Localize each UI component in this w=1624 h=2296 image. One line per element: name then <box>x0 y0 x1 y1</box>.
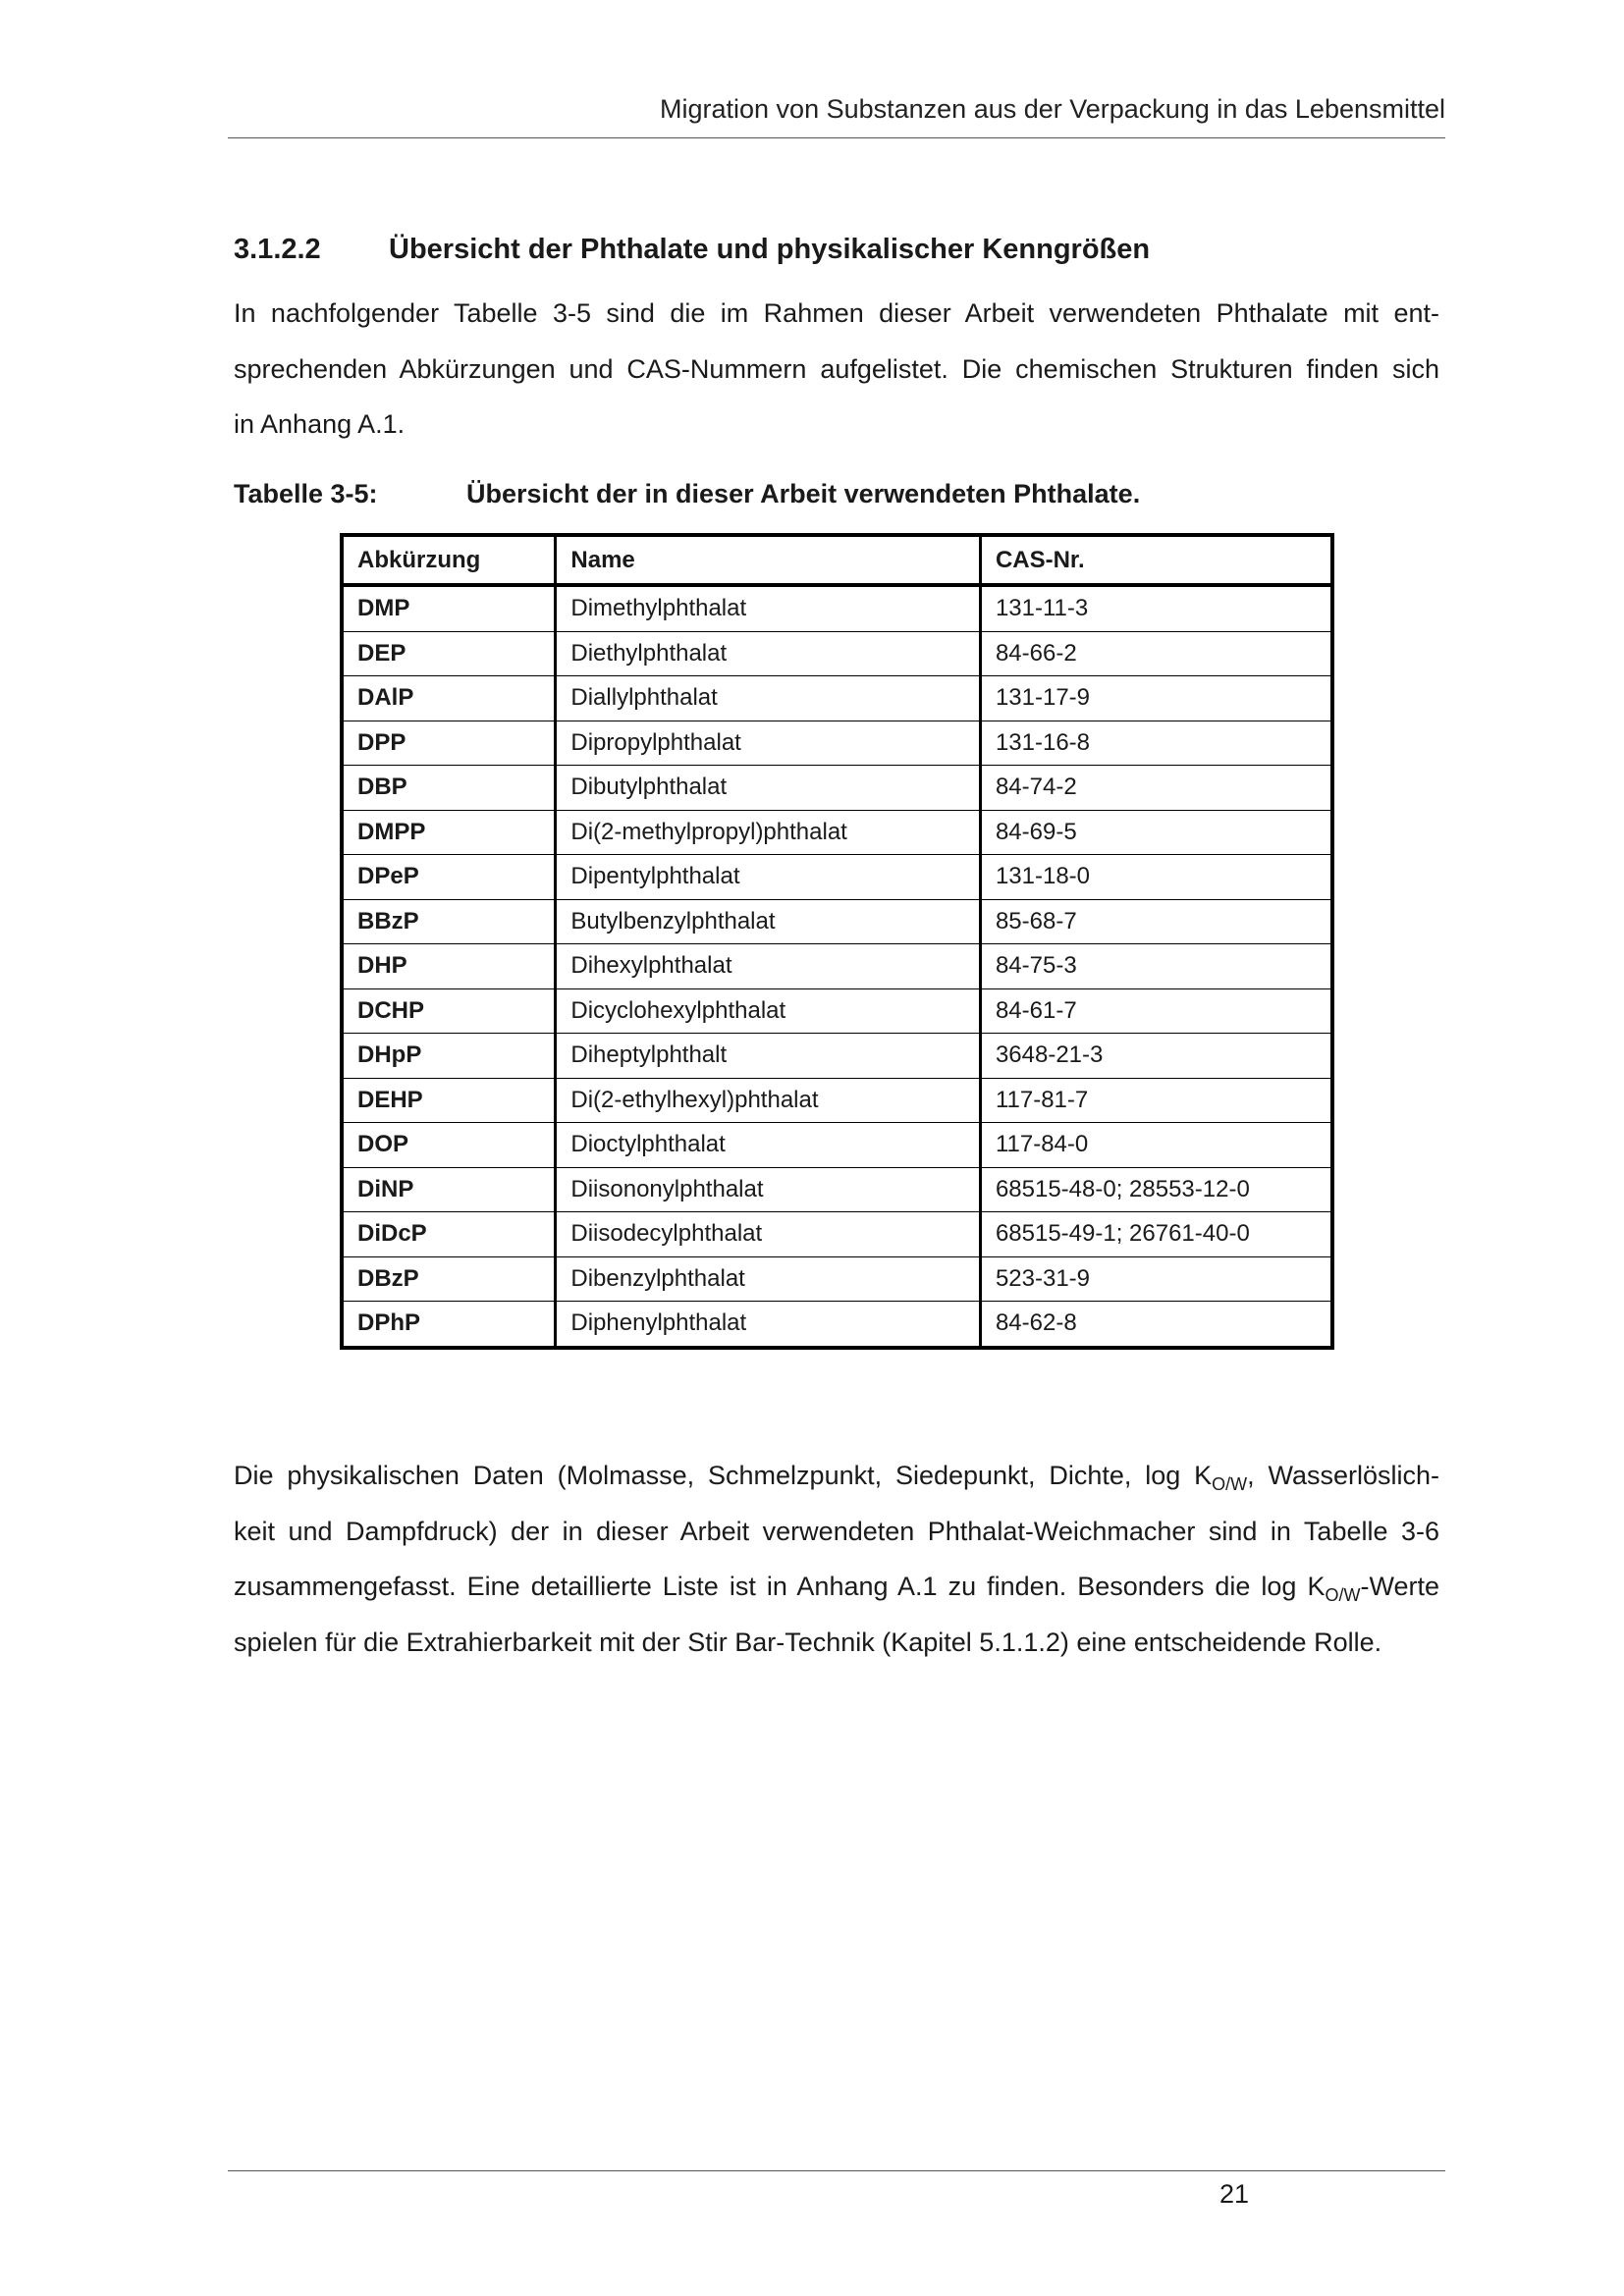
cell-cas: 68515-49-1; 26761-40-0 <box>980 1212 1332 1257</box>
table-row <box>342 855 1332 900</box>
cell-name: Dipentylphthalat <box>556 855 981 900</box>
closing-text: -Werte <box>1360 1572 1439 1601</box>
cell-cas: 84-61-7 <box>980 988 1332 1034</box>
table-row <box>342 1302 1332 1348</box>
cell-cas: 117-81-7 <box>980 1078 1332 1123</box>
table-row <box>342 721 1332 766</box>
cell-abbreviation: DHP <box>342 944 556 989</box>
table-row <box>342 1034 1332 1079</box>
phthalates-table <box>340 533 1334 1350</box>
cell-name: Butylbenzylphthalat <box>556 899 981 944</box>
cell-name: Dioctylphthalat <box>556 1123 981 1168</box>
table-caption <box>234 479 1140 509</box>
cell-cas: 523-31-9 <box>980 1256 1332 1302</box>
subscript: O/W <box>1325 1585 1361 1605</box>
intro-paragraph <box>234 286 1439 453</box>
footer-rule <box>228 2170 1445 2171</box>
cell-name: Di(2-methylpropyl)phthalat <box>556 810 981 855</box>
cell-cas: 131-17-9 <box>980 676 1332 721</box>
cell-abbreviation: DAlP <box>342 676 556 721</box>
cell-name: Diisononylphthalat <box>556 1167 981 1212</box>
cell-cas: 84-69-5 <box>980 810 1332 855</box>
cell-cas: 117-84-0 <box>980 1123 1332 1168</box>
closing-paragraph <box>234 1448 1439 1670</box>
closing-line <box>234 1448 1439 1504</box>
cell-abbreviation: DBP <box>342 766 556 811</box>
table-row <box>342 1123 1332 1168</box>
cell-abbreviation: DPhP <box>342 1302 556 1348</box>
table-row <box>342 1078 1332 1123</box>
cell-cas: 131-11-3 <box>980 585 1332 631</box>
table-row <box>342 1212 1332 1257</box>
section-heading <box>234 234 1150 266</box>
cell-cas: 131-18-0 <box>980 855 1332 900</box>
section-number: 3.1.2.2 <box>234 234 321 265</box>
cell-name: Dimethylphthalat <box>556 585 981 631</box>
cell-cas: 131-16-8 <box>980 721 1332 766</box>
table-row <box>342 1256 1332 1302</box>
cell-abbreviation: DEP <box>342 631 556 676</box>
table-row <box>342 810 1332 855</box>
cell-abbreviation: DHpP <box>342 1034 556 1079</box>
table-row <box>342 944 1332 989</box>
closing-line <box>234 1559 1439 1615</box>
cell-abbreviation: DMPP <box>342 810 556 855</box>
cell-name: Dihexylphthalat <box>556 944 981 989</box>
closing-line: keit und Dampfdruck) der in dieser Arbeit verwendeten Phthalat-Weichmacher sind in Tabelle 3-6 <box>234 1516 1439 1546</box>
cell-name: Diisodecylphthalat <box>556 1212 981 1257</box>
table-label: Tabelle 3-5: <box>234 479 378 508</box>
cell-name: Di(2-ethylhexyl)phthalat <box>556 1078 981 1123</box>
table-row <box>342 676 1332 721</box>
header-name: Name <box>556 535 981 585</box>
cell-name: Diallylphthalat <box>556 676 981 721</box>
table-header-row <box>342 535 1332 585</box>
cell-cas: 84-75-3 <box>980 944 1332 989</box>
cell-name: Diphenylphthalat <box>556 1302 981 1348</box>
intro-line: sprechenden Abkürzungen und CAS-Nummern aufgelistet. Die chemischen Strukturen finden sich <box>234 353 1439 384</box>
header-cas: CAS-Nr. <box>980 535 1332 585</box>
table-row <box>342 585 1332 631</box>
table-row <box>342 899 1332 944</box>
intro-line: In nachfolgender Tabelle 3-5 sind die im Rahmen dieser Arbeit verwendeten Phthalate mit ent- <box>234 298 1439 328</box>
table-row <box>342 631 1332 676</box>
cell-abbreviation: DiNP <box>342 1167 556 1212</box>
cell-cas: 85-68-7 <box>980 899 1332 944</box>
cell-abbreviation: DEHP <box>342 1078 556 1123</box>
cell-name: Dicyclohexylphthalat <box>556 988 981 1034</box>
subscript: O/W <box>1212 1474 1248 1494</box>
page-number: 21 <box>1218 2179 1249 2209</box>
cell-name: Dibutylphthalat <box>556 766 981 811</box>
cell-abbreviation: DMP <box>342 585 556 631</box>
intro-line: in Anhang A.1. <box>234 409 406 439</box>
running-header: Migration von Substanzen aus der Verpackung in das Lebensmittel <box>660 94 1445 124</box>
closing-text: , Wasserlöslich- <box>1247 1461 1440 1490</box>
cell-abbreviation: DCHP <box>342 988 556 1034</box>
closing-text: Die physikalischen Daten (Molmasse, Schmelzpunkt, Siedepunkt, Dichte, log K <box>234 1461 1213 1490</box>
cell-cas: 84-62-8 <box>980 1302 1332 1348</box>
table-row <box>342 1167 1332 1212</box>
table-row <box>342 988 1332 1034</box>
closing-line: spielen für die Extrahierbarkeit mit der Stir Bar-Technik (Kapitel 5.1.1.2) eine entscheidende Rolle. <box>234 1627 1382 1657</box>
cell-abbreviation: DOP <box>342 1123 556 1168</box>
cell-abbreviation: DBzP <box>342 1256 556 1302</box>
cell-abbreviation: DiDcP <box>342 1212 556 1257</box>
cell-cas: 84-74-2 <box>980 766 1332 811</box>
table-row <box>342 766 1332 811</box>
closing-text: zusammengefasst. Eine detaillierte Liste ist in Anhang A.1 zu finden. Besonders die log K <box>234 1572 1326 1601</box>
cell-name: Diethylphthalat <box>556 631 981 676</box>
cell-name: Dibenzylphthalat <box>556 1256 981 1302</box>
header-rule <box>228 137 1445 138</box>
cell-abbreviation: DPeP <box>342 855 556 900</box>
cell-abbreviation: BBzP <box>342 899 556 944</box>
header-abbreviation: Abkürzung <box>342 535 556 585</box>
cell-name: Dipropylphthalat <box>556 721 981 766</box>
cell-name: Diheptylphthalt <box>556 1034 981 1079</box>
cell-cas: 3648-21-3 <box>980 1034 1332 1079</box>
section-title: Übersicht der Phthalate und physikalischer Kenngrößen <box>389 234 1151 265</box>
cell-cas: 68515-48-0; 28553-12-0 <box>980 1167 1332 1212</box>
cell-abbreviation: DPP <box>342 721 556 766</box>
cell-cas: 84-66-2 <box>980 631 1332 676</box>
table-caption-text: Übersicht der in dieser Arbeit verwendeten Phthalate. <box>466 479 1141 508</box>
